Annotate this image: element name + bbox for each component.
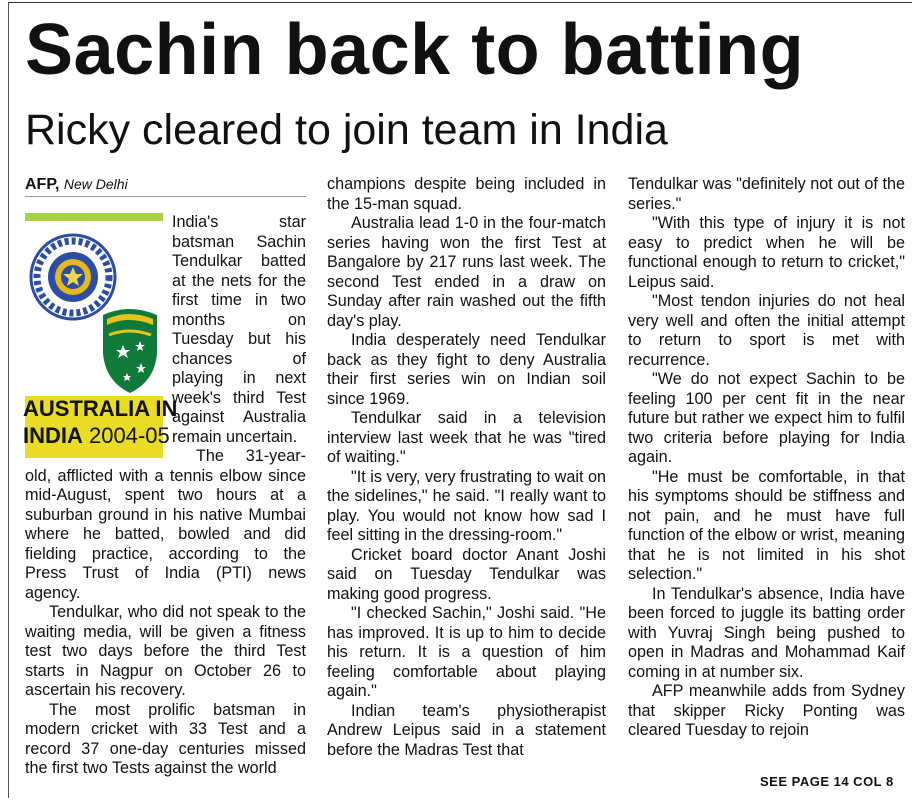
logo-label-line-1: AUSTRALIA IN <box>23 396 178 421</box>
paragraph: champions despite being included in the 15-man squad. <box>327 175 606 213</box>
continuation-note: SEE PAGE 14 COL 8 <box>760 774 894 789</box>
headline: Sachin back to batting <box>25 10 805 90</box>
paragraph: "Most tendon injuries do not heal very well and often the initial attempt to return to sport is met with recurrence. <box>628 292 905 369</box>
byline-place: New Delhi <box>63 176 128 192</box>
series-logo-image <box>23 213 178 458</box>
paragraph: "It is very, very frustrating to wait on the sidelines," he said. "I really want to play. You would not know how sad I feel sitting in the dressing-room." <box>327 467 606 544</box>
paragraph: "He must be comfortable, in that his symptoms should be stiffness and not pain, and he must have full function of the elbow or wrist, meaning that he is not limited in his shot selection." <box>628 467 905 583</box>
ca-shield-icon <box>103 309 157 393</box>
byline <box>25 175 306 197</box>
paragraph: Tendulkar was "definitely not out of the series." <box>628 175 905 213</box>
logo-label-country: INDIA <box>23 423 83 448</box>
left-rule <box>8 2 9 798</box>
paragraph: Cricket board doctor Anant Joshi said on Tuesday Tendulkar was making good progress. <box>327 545 606 603</box>
paragraph: The 31-year-old, afflicted with a tennis elbow since mid-August, spent two hours at a suburban ground in his native Mumbai where he batted, bowled and did fielding practice, according to the Press Trust of India (PTI) news agency. <box>25 447 306 602</box>
paragraph: AFP meanwhile adds from Sydney that skipper Ricky Ponting was cleared Tuesday to rejoin <box>628 682 905 739</box>
logo-green-bar <box>25 213 163 221</box>
article-column-3 <box>628 175 905 741</box>
paragraph: India's star batsman Sachin Tendulkar batted at the nets for the first time in two months on Tuesday but his chances of playing in next week's third Test against Australia remain uncertain. <box>172 213 306 446</box>
byline-agency: AFP, <box>25 176 60 193</box>
article-column-1 <box>25 175 306 779</box>
top-rule <box>8 2 912 3</box>
paragraph: Tendulkar, who did not speak to the waiting media, will be given a fitness test two days before the third Test starts in Nagpur on October 26 to ascertain his recovery. <box>25 603 306 699</box>
bcci-emblem-icon <box>31 235 115 319</box>
paragraph: The most prolific batsman in modern cricket with 33 Test and a record 37 one-day centuries missed the first two Tests against the world <box>25 700 306 777</box>
paragraph: India desperately need Tendulkar back as they fight to deny Australia their first series win on Indian soil since 1969. <box>327 331 606 408</box>
paragraph: Indian team's physiotherapist Andrew Leipus said in a statement before the Madras Test that <box>327 701 606 759</box>
cricket-emblems-icon <box>25 223 163 395</box>
paragraph: "With this type of injury it is not easy to predict when he will be functional enough to return to cricket," Leipus said. <box>628 214 905 291</box>
paragraph: "We do not expect Sachin to be feeling 100 per cent fit in the near future but rather we expect him to fulfil two criteria before playing for India again. <box>628 370 905 466</box>
paragraph: In Tendulkar's absence, India have been forced to juggle its batting order with Yuvraj Singh being pushed to open in Madras and Mohammad Kaif coming in at number six. <box>628 584 905 681</box>
paragraph: Tendulkar said in a television interview last week that he was "tired of waiting." <box>327 409 606 466</box>
subheadline: Ricky cleared to join team in India <box>25 106 668 154</box>
paragraph: "I checked Sachin," Joshi said. "He has improved. It is up to him to decide his return. It is a question of him feeling comfortable about playing again." <box>327 604 606 700</box>
logo-label-years: 2004-05 <box>89 423 170 448</box>
article-column-2 <box>327 175 606 760</box>
logo-label-line-2 <box>23 423 170 448</box>
paragraph: Australia lead 1-0 in the four-match series having won the first Test at Bangalore by 217 runs last week. The second Test ended in a draw on Sunday after rain washed out the fifth day's play. <box>327 214 606 330</box>
